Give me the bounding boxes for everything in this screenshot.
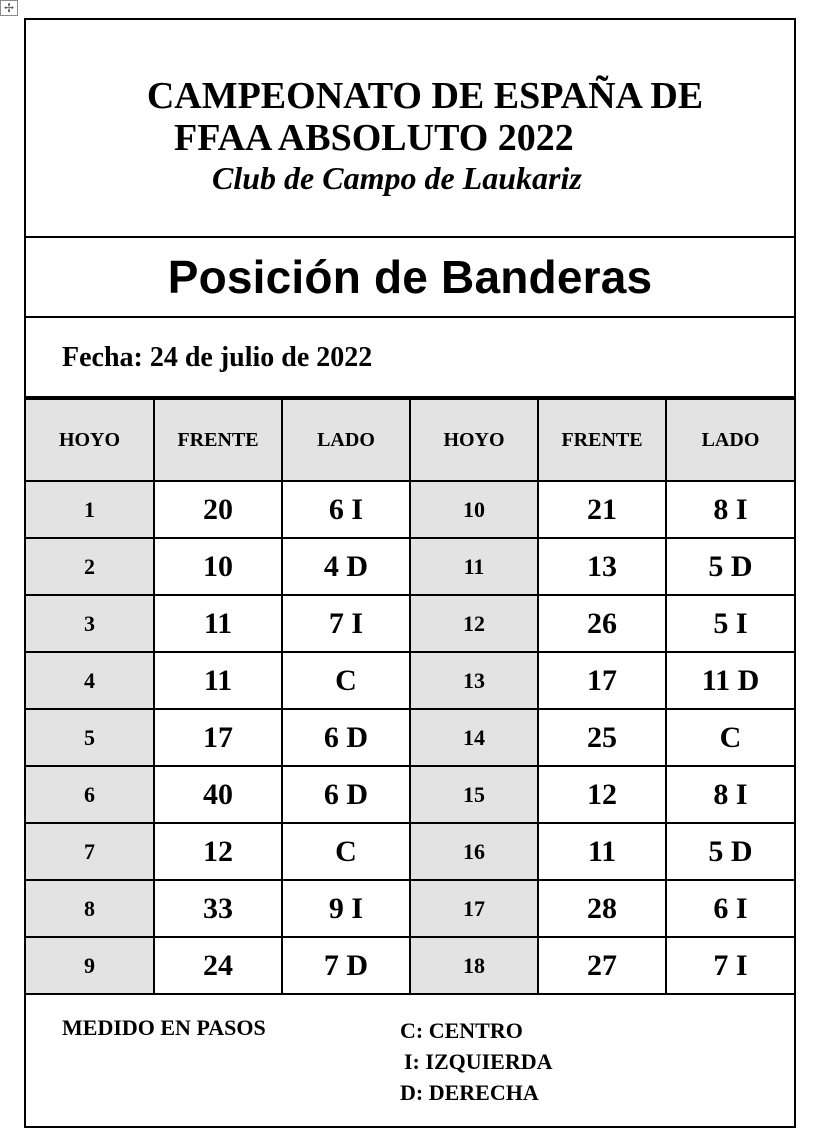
cell-hoyo: 17 <box>410 880 538 937</box>
cell-frente: 24 <box>154 937 282 994</box>
cell-lado: 7 I <box>282 595 410 652</box>
cell-lado: 11 D <box>666 652 794 709</box>
cell-frente: 25 <box>538 709 666 766</box>
cell-hoyo: 14 <box>410 709 538 766</box>
table-row <box>26 823 794 880</box>
cell-lado: 6 I <box>666 880 794 937</box>
cell-lado: 7 I <box>666 937 794 994</box>
cell-lado: 4 D <box>282 538 410 595</box>
cell-lado: 5 D <box>666 538 794 595</box>
table-row <box>26 880 794 937</box>
cell-lado: C <box>666 709 794 766</box>
cell-hoyo: 9 <box>26 937 154 994</box>
cell-hoyo: 6 <box>26 766 154 823</box>
table-move-handle-icon[interactable]: ✢ <box>0 0 18 16</box>
cell-lado: C <box>282 652 410 709</box>
cell-lado: 5 I <box>666 595 794 652</box>
header-frente: FRENTE <box>154 399 282 481</box>
cell-frente: 20 <box>154 481 282 538</box>
cell-lado: 6 D <box>282 766 410 823</box>
table-row <box>26 538 794 595</box>
flag-positions-table <box>26 398 794 995</box>
cell-lado: 5 D <box>666 823 794 880</box>
cell-frente: 12 <box>154 823 282 880</box>
header-frente: FRENTE <box>538 399 666 481</box>
cell-hoyo: 10 <box>410 481 538 538</box>
cell-hoyo: 12 <box>410 595 538 652</box>
venue-name: Club de Campo de Laukariz <box>212 160 582 196</box>
championship-title-line2: FFAA ABSOLUTO 2022 <box>174 117 574 159</box>
table-row <box>26 709 794 766</box>
legend-measured-in-paces: MEDIDO EN PASOS <box>62 1015 266 1040</box>
cell-hoyo: 8 <box>26 880 154 937</box>
table-row <box>26 937 794 994</box>
cell-lado: 6 I <box>282 481 410 538</box>
cell-frente: 27 <box>538 937 666 994</box>
legend-derecha: D: DERECHA <box>400 1080 539 1105</box>
flag-positions-document <box>24 18 796 1128</box>
cell-hoyo: 15 <box>410 766 538 823</box>
document-header <box>26 20 794 238</box>
table-row <box>26 595 794 652</box>
cell-hoyo: 4 <box>26 652 154 709</box>
cell-lado: 8 I <box>666 766 794 823</box>
cell-lado: 9 I <box>282 880 410 937</box>
table-row <box>26 481 794 538</box>
page-title: Posición de Banderas <box>26 238 794 318</box>
legend <box>26 995 794 1115</box>
cell-frente: 11 <box>154 652 282 709</box>
cell-lado: 6 D <box>282 709 410 766</box>
cell-hoyo: 2 <box>26 538 154 595</box>
legend-izquierda: I: IZQUIERDA <box>404 1049 553 1074</box>
championship-title-line1: CAMPEONATO DE ESPAÑA DE <box>146 75 704 117</box>
cell-lado: C <box>282 823 410 880</box>
cell-frente: 28 <box>538 880 666 937</box>
cell-frente: 26 <box>538 595 666 652</box>
cell-hoyo: 7 <box>26 823 154 880</box>
cell-hoyo: 11 <box>410 538 538 595</box>
cell-frente: 33 <box>154 880 282 937</box>
cell-lado: 8 I <box>666 481 794 538</box>
cell-frente: 11 <box>154 595 282 652</box>
cell-frente: 17 <box>538 652 666 709</box>
legend-centro: C: CENTRO <box>400 1018 523 1043</box>
cell-lado: 7 D <box>282 937 410 994</box>
cell-frente: 12 <box>538 766 666 823</box>
cell-frente: 13 <box>538 538 666 595</box>
date-line: Fecha: 24 de julio de 2022 <box>26 318 794 398</box>
table-row <box>26 766 794 823</box>
cell-hoyo: 13 <box>410 652 538 709</box>
cell-hoyo: 1 <box>26 481 154 538</box>
cell-hoyo: 18 <box>410 937 538 994</box>
cell-hoyo: 16 <box>410 823 538 880</box>
header-hoyo: HOYO <box>410 399 538 481</box>
cell-frente: 17 <box>154 709 282 766</box>
header-lado: LADO <box>666 399 794 481</box>
table-row <box>26 652 794 709</box>
header-lado: LADO <box>282 399 410 481</box>
cell-frente: 11 <box>538 823 666 880</box>
header-hoyo: HOYO <box>26 399 154 481</box>
table-header-row <box>26 399 794 481</box>
cell-frente: 10 <box>154 538 282 595</box>
cell-frente: 40 <box>154 766 282 823</box>
cell-hoyo: 5 <box>26 709 154 766</box>
cell-hoyo: 3 <box>26 595 154 652</box>
cell-frente: 21 <box>538 481 666 538</box>
legend-keys <box>400 1015 553 1108</box>
